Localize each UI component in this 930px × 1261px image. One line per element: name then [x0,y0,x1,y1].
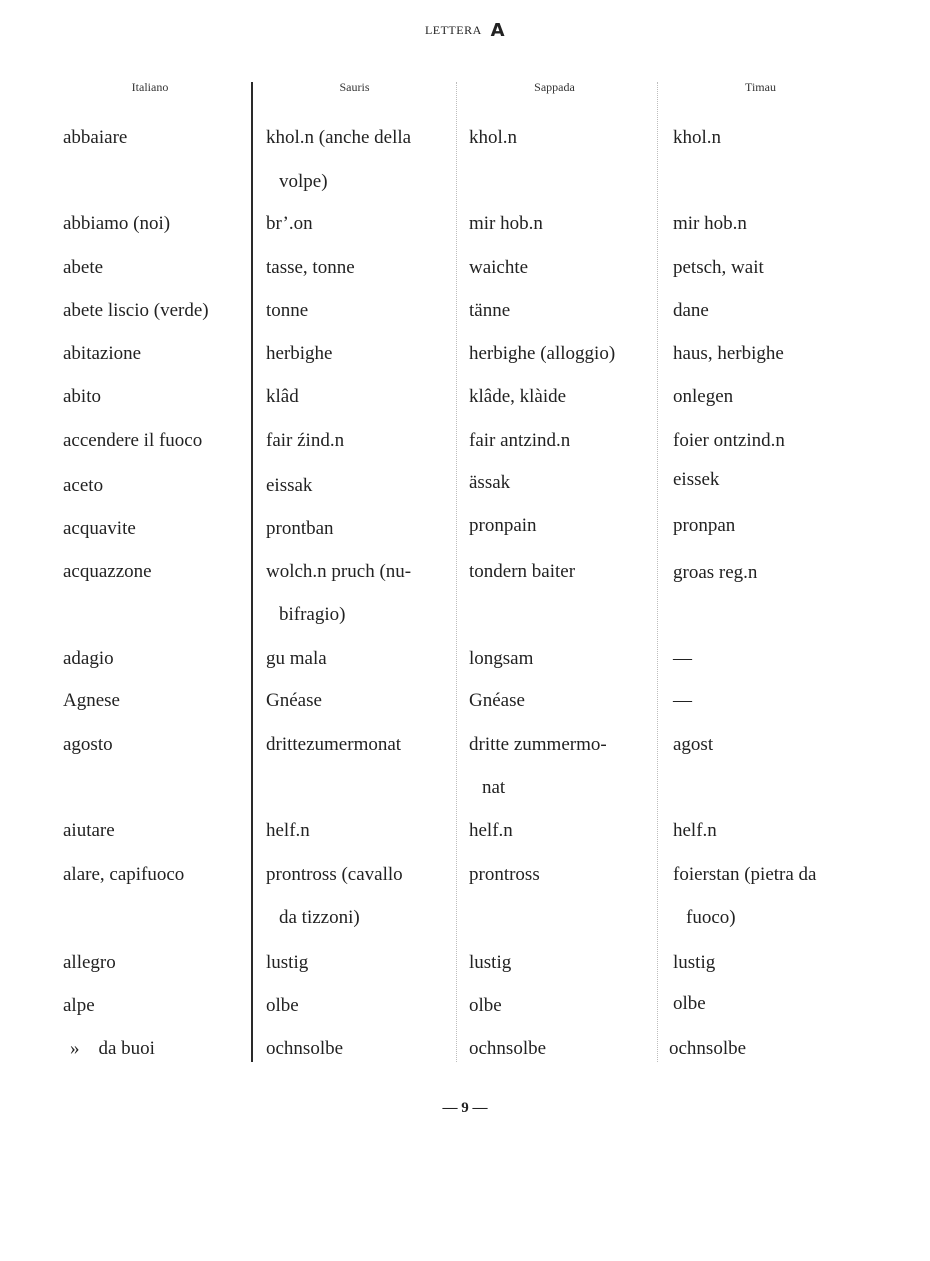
cell-timau: foier ontzind.n [673,430,785,451]
cell-sappada-continuation: nat [482,777,506,798]
cell-timau: khol.n [673,127,722,148]
cell-timau: haus, herbighe [673,343,784,364]
cell-timau: — [673,690,692,711]
cell-sappada: olbe [469,995,502,1016]
cell-sauris: herbighe [266,343,333,364]
cell-sappada: mir hob.n [469,213,543,234]
cell-sappada: dritte zummermo- [469,734,607,755]
column-divider-main [251,82,253,1062]
running-header [0,20,930,41]
cell-sauris: eissak [266,475,313,496]
cell-italiano: abito [63,386,101,407]
cell-italiano: allegro [63,952,116,973]
cell-sappada: herbighe (alloggio) [469,343,616,364]
cell-italiano: acquazzone [63,561,152,582]
cell-sauris: fair źind.n [266,430,345,451]
cell-timau: olbe [673,993,706,1014]
cell-sauris-continuation: bifragio) [279,604,346,625]
cell-timau: helf.n [673,820,717,841]
cell-sauris-continuation: volpe) [279,171,328,192]
cell-italiano: adagio [63,648,114,669]
cell-timau: ochnsolbe [669,1038,747,1059]
cell-sappada: helf.n [469,820,513,841]
cell-italiano: agosto [63,734,113,755]
cell-sauris: khol.n (anche della [266,127,412,148]
cell-italiano: aceto [63,475,104,496]
cell-sappada: khol.n [469,127,518,148]
section-letter: A [490,20,506,41]
cell-sauris: prontross (cavallo [266,864,403,885]
cell-italiano: accendere il fuoco [63,430,203,451]
cell-sauris: lustig [266,952,309,973]
cell-timau: groas reg.n [673,562,758,583]
cell-sappada: tondern baiter [469,561,576,582]
cell-timau-continuation: fuoco) [686,907,736,928]
cell-italiano: abbaiare [63,127,128,148]
cell-italiano: abbiamo (noi) [63,213,171,234]
cell-sauris-continuation: da tizzoni) [279,907,360,928]
cell-italiano: abitazione [63,343,142,364]
column-divider-timau [657,82,658,1062]
cell-timau: eissek [673,469,720,490]
cell-sauris: klâd [266,386,299,407]
cell-sauris: br’.on [266,213,313,234]
cell-timau: onlegen [673,386,734,407]
cell-sauris: olbe [266,995,299,1016]
cell-sappada: ochnsolbe [469,1038,547,1059]
cell-sauris: gu mala [266,648,327,669]
cell-timau: lustig [673,952,716,973]
cell-sappada: tänne [469,300,511,321]
cell-sappada: klâde, klàide [469,386,567,407]
cell-timau: dane [673,300,709,321]
column-header-sauris: Sauris [339,80,370,94]
column-header-timau: Timau [745,80,776,94]
cell-timau: mir hob.n [673,213,747,234]
cell-italiano: alpe [63,995,95,1016]
cell-timau: foierstan (pietra da [673,864,817,885]
cell-italiano: abete liscio (verde) [63,300,209,321]
cell-sauris: tasse, tonne [266,257,355,278]
cell-sappada: prontross [469,864,540,885]
cell-sauris: helf.n [266,820,310,841]
cell-sauris: drittezumermonat [266,734,402,755]
cell-sauris: Gnéase [266,690,322,711]
cell-sauris: ochnsolbe [266,1038,344,1059]
cell-italiano: Agnese [63,690,120,711]
cell-sappada: ässak [469,472,511,493]
page-number: — 9 — [442,1100,488,1116]
cell-italiano: acquavite [63,518,136,539]
cell-timau: agost [673,734,714,755]
cell-sappada: pronpain [469,515,537,536]
cell-sappada: Gnéase [469,690,525,711]
cell-sauris: tonne [266,300,309,321]
cell-sauris: wolch.n pruch (nu- [266,561,412,582]
cell-timau: — [673,648,692,669]
column-divider-sappada [456,82,457,1062]
cell-sappada: fair antzind.n [469,430,571,451]
column-header-sappada: Sappada [534,80,575,94]
running-title: LETTERA [424,23,482,37]
cell-sauris: prontban [266,518,334,539]
column-header-italiano: Italiano [131,80,169,94]
cell-italiano: alare, capifuoco [63,864,185,885]
cell-sappada: lustig [469,952,512,973]
cell-italiano: » da buoi [70,1038,155,1059]
cell-timau: pronpan [673,515,736,536]
cell-italiano: abete [63,257,104,278]
cell-sappada: longsam [469,648,534,669]
cell-sappada: waichte [469,257,529,278]
cell-timau: petsch, wait [673,257,764,278]
cell-italiano: aiutare [63,820,115,841]
